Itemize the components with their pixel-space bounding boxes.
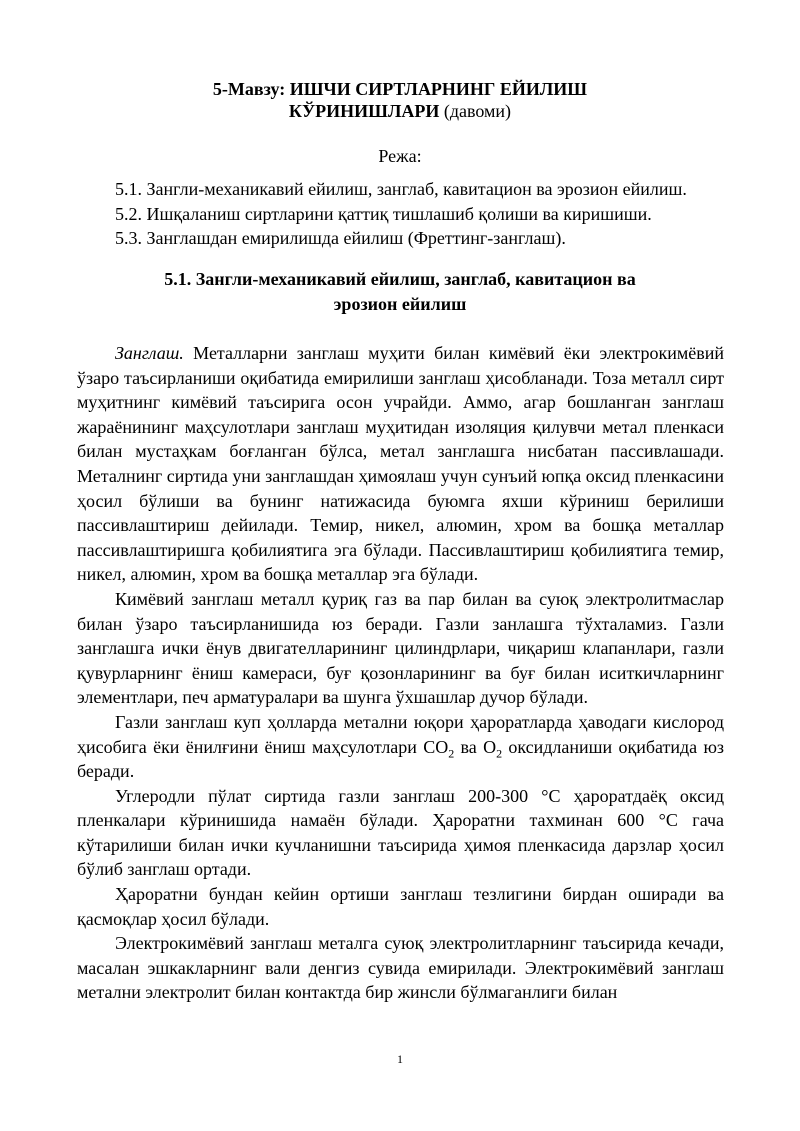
title-line-2-bold: КЎРИНИШЛАРИ: [288, 101, 440, 121]
plan-list: [115, 177, 687, 251]
paragraph: Кимёвий занглаш металл қуриқ газ ва пар билан ва суюқ электролитмаслар билан ўзаро таъсирланишида юз беради. Газли занлашга тўхталамиз. Газли занглашга ички ёнув двигателларининг цилиндрлари, чиқариш клапанлари, газли қувурларнинг ёниш камераси, буғ қозонларининг ва буғ билан иситкичларнинг элементлари, печ арматуралари ва шунга ўхшашлар дучор бўлади.: [77, 588, 724, 708]
paragraph-text: Металларни занглаш муҳити билан кимёвий ёки электрокимёвий ўзаро таъсирланиши оқибатида емирилиши занглаш ҳисобланади. Тоза металл сирт муҳитнинг кимёвий таъсирига осон учрайди. Аммо, агар бошланган занглаш жараёнининг маҳсулотлари занглаш муҳитидан изоляция қилувчи метал пленкаси билан мустаҳкам боғланган бўлса, метал занглашга нисбатан пассивлашади. Металнинг сиртида уни занглашдан ҳимоялаш учун сунъий юпқа оксид пленкасини ҳосил бўлиши ва бунинг натижасида буюмга яхши кўриниш берилиши пассивлаштириш дейилади. Темир, никел, алюмин, хром ва бошқа металлар пассивлаштиришга қобилиятига эга бўлади. Пассивлаштириш қобилиятига темир, никел, алюмин, хром ва бошқа металлар эга бўлади.: [77, 343, 724, 585]
title-line-1: 5-Мавзу: ИШЧИ СИРТЛАРНИНГ ЕЙИЛИШ: [212, 79, 588, 99]
paragraph: [77, 710, 724, 784]
body-text: [77, 341, 724, 1005]
plan-heading: Режа:: [378, 146, 422, 166]
title-line-2: [0, 100, 800, 122]
plan-item: 5.1. Зангли-механикавий ейилиш, занглаб, кавитацион ва эрозион ейилиш.: [115, 179, 687, 199]
document-title: [0, 78, 800, 122]
paragraph: Электрокимёвий занглаш металга суюқ электролитларнинг таъсирида кечади, масалан эшкакларнинг вали денгиз сувида емирилади. Электрокимёвий занглаш метални электролит билан контактда бир жинсли бўлмаганлиги билан: [77, 933, 724, 1003]
term-italic: Занглаш.: [115, 343, 184, 363]
section-heading-line-1: 5.1. Зангли-механикавий ейилиш, занглаб, кавитацион ва: [164, 269, 636, 289]
plan-item: 5.2. Ишқаланиш сиртларини қаттиқ тишлашиб қолиши ва киришиши.: [115, 203, 652, 224]
paragraph-text: Газли занглаш куп ҳолларда метални юқори ҳароратларда ҳаводаги кислород ҳисобига ёки ёнилғини ёниш маҳсулотлари CO: [77, 711, 724, 757]
paragraph: Углеродли пўлат сиртида газли занглаш 200-300 °С ҳароратдаёқ оксид пленкалари кўринишида намаён бўлади. Ҳароратни тахминан 600 °С гача кўтарилиши билан ички кучланишни таъсирида ҳимоя пленкасида дарзлар ҳосил бўлиб занглаш ортади.: [77, 785, 724, 880]
paragraph: Ҳароратни бундан кейин ортиши занглаш тезлигини бирдан оширади ва қасмоқлар ҳосил бўлади.: [77, 884, 724, 929]
subscript: 2: [496, 746, 503, 761]
paragraph-text: ва O: [454, 736, 497, 757]
section-heading: [0, 267, 800, 317]
plan-item: 5.3. Занглашдан емирилишда ейилиш (Фреттинг-занглаш).: [115, 228, 566, 248]
paragraph-text: оксидланиши оқибатида юз беради.: [77, 736, 725, 782]
section-heading-line-2: эрозион ейилиш: [333, 294, 467, 314]
page-number: 1: [397, 1052, 403, 1066]
subscript: 2: [448, 746, 455, 761]
title-suffix: (давоми): [439, 101, 512, 121]
paragraph: [77, 341, 724, 587]
